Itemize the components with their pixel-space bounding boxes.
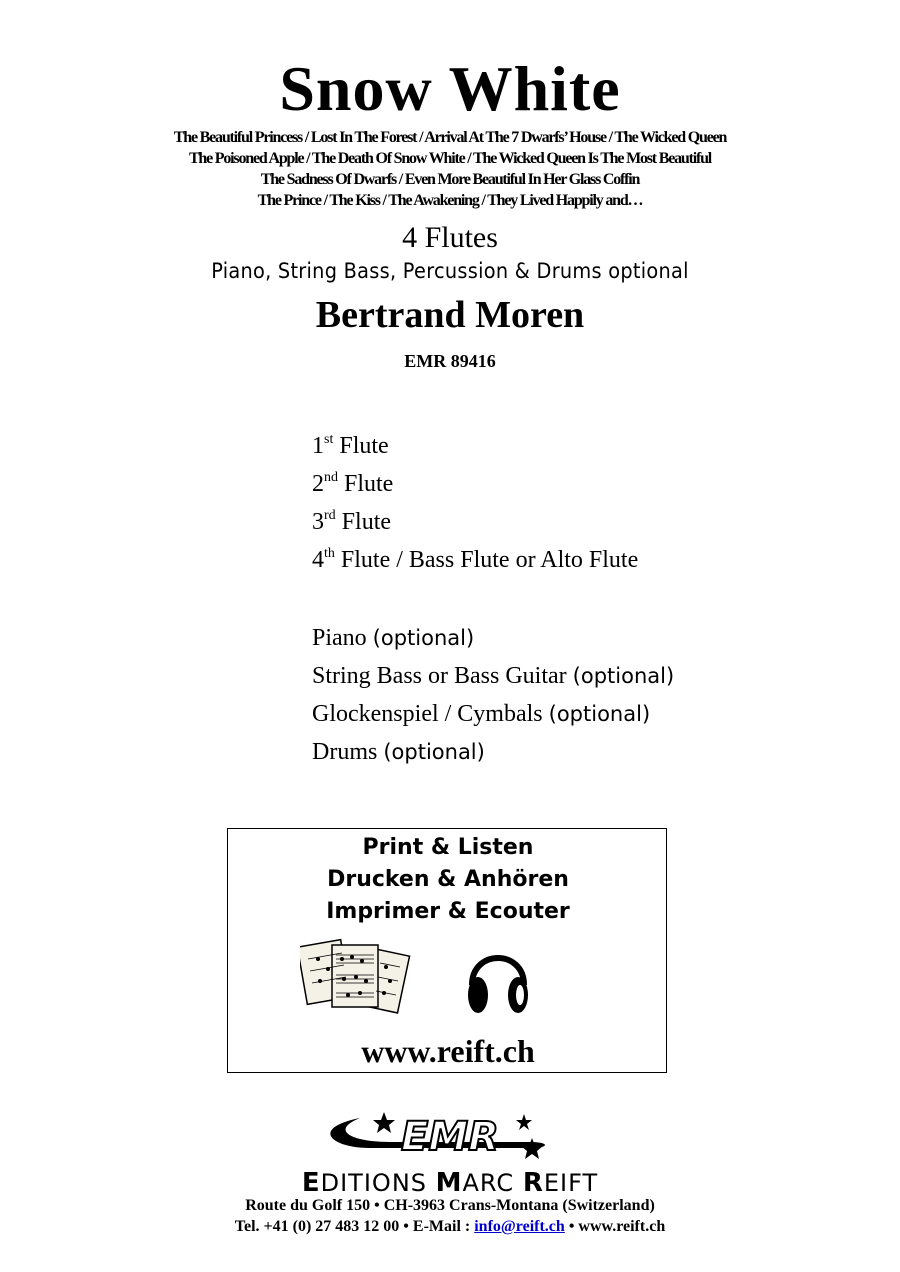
optional-part-item: Glockenspiel / Cymbals (optional) <box>312 701 651 727</box>
part-item: 2nd Flute <box>312 470 394 497</box>
optional-part-item: Piano (optional) <box>312 625 475 651</box>
print-listen-title: Print & Listen <box>362 835 534 860</box>
print-listen-box <box>227 828 667 1073</box>
movement-line: The Poisoned Apple / The Death Of Snow White / The Wicked Queen Is The Most Beautiful <box>188 150 712 167</box>
publisher-contact: Tel. +41 (0) 27 483 12 00 • E-Mail : info@reift.ch • www.reift.ch <box>234 1218 666 1235</box>
part-item: 1st Flute <box>312 432 389 459</box>
movement-line: The Beautiful Princess / Lost In The Forest / Arrival At The 7 Dwarfs’ House / The Wicked Queen <box>173 129 727 146</box>
optional-part-item: String Bass or Bass Guitar (optional) <box>312 663 675 689</box>
movement-line: The Prince / The Kiss / The Awakening / They Lived Happily and… <box>257 192 643 209</box>
optional-part-item: Drums (optional) <box>312 739 485 765</box>
sheet-music-icon <box>300 937 412 1015</box>
publisher-address: Route du Golf 150 • CH-3963 Crans-Montana (Switzerland) <box>245 1197 655 1214</box>
catalog-number: EMR 89416 <box>404 351 496 371</box>
print-listen-title-de: Drucken & Anhören <box>327 867 569 892</box>
print-listen-url[interactable]: www.reift.ch <box>361 1033 535 1069</box>
optional-instruments: Piano, String Bass, Percussion & Drums optional <box>211 259 689 283</box>
print-listen-title-fr: Imprimer & Ecouter <box>326 899 570 924</box>
instrumentation: 4 Flutes <box>402 221 498 254</box>
email-link[interactable]: info@reift.ch <box>474 1218 565 1235</box>
headphones-icon <box>462 939 534 1019</box>
parts-list <box>312 430 674 774</box>
composer: Bertrand Moren <box>315 294 585 336</box>
title: Snow White <box>279 53 621 124</box>
part-item: 4th Flute / Bass Flute or Alto Flute <box>312 546 639 573</box>
publisher-name: EDITIONS MARC REIFT <box>301 1168 599 1198</box>
emr-logo-text: EMR <box>401 1114 499 1160</box>
part-item: 3rd Flute <box>312 508 392 535</box>
movement-list <box>0 127 900 211</box>
movement-line: The Sadness Of Dwarfs / Even More Beautiful In Her Glass Coffin <box>260 171 640 188</box>
